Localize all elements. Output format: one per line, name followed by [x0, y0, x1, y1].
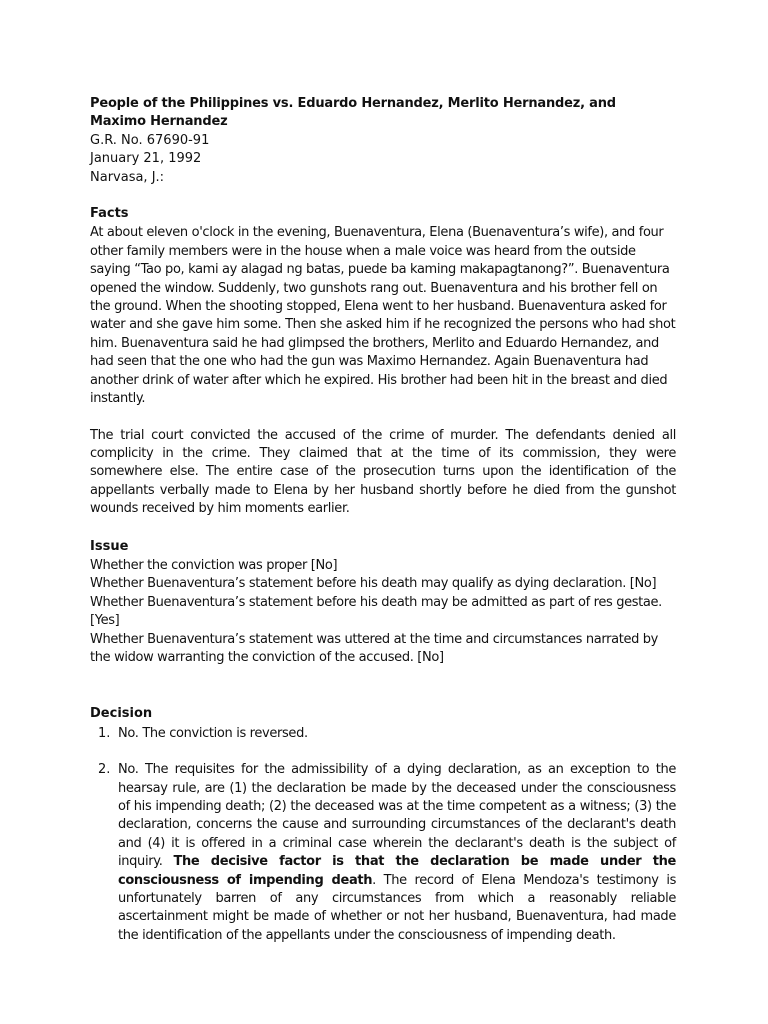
- decision-text-after: . The record of Elena Mendoza's testimony is unfortunately barren of any circumstances from which a reasonably reliable ascertainment might be made of whether or not her husband, Buenaventura, had made the identification of the appellants under the consciousness of impending death.: [118, 872, 676, 943]
- facts-paragraph: At about eleven o'clock in the evening, Buenaventura, Elena (Buenaventura’s wife), and four other family members were in the house when a male voice was heard from the outside saying “Tao po, kami ay alagad ng batas, puede ba kaming makapagtanong?”. Buenaventura opened the window. Suddenly, two gunshots rang out. Buenaventura and his brother fell on the ground. When the shooting stopped, Elena went to her husband. Buenaventura asked for water and she gave him some. Then she asked him if he recognized the persons who had shot him. Buenaventura said he had glimpsed the brothers, Merlito and Eduardo Hernandez, and had seen that the one who had the gun was Maximo Hernandez. Again Buenaventura had another drink of water after which he expired. His brother had been hit in the breast and died instantly.: [90, 225, 676, 407]
- decision-list: [90, 725, 676, 945]
- issue-line: Whether Buenaventura’s statement before his death may qualify as dying declaration. [No]: [90, 576, 657, 592]
- issue-line: Whether Buenaventura’s statement was uttered at the time and circumstances narrated by the widow warranting the conviction of the accused. [No]: [90, 631, 659, 665]
- decision-item: [90, 725, 676, 743]
- decision-item: [90, 761, 676, 945]
- facts-paragraph: The trial court convicted the accused of the crime of murder. The defendants denied all complicity in the crime. They claimed that at the time of its commission, they were somewhere else. The entire case of the prosecution turns upon the identification of the appellants verbally made to Elena by her husband shortly before he died from the gunshot wounds received by him moments earlier.: [90, 427, 676, 517]
- facts-heading: Facts: [90, 206, 129, 222]
- issue-line: Whether Buenaventura’s statement before his death may be admitted as part of res gestae. [Yes]: [90, 594, 662, 629]
- case-title: People of the Philippines vs. Eduardo Hernandez, Merlito Hernandez, and Maximo Hernandez: [90, 96, 616, 130]
- list-number: 1.: [98, 725, 111, 741]
- issue-heading: Issue: [90, 538, 129, 554]
- issue-line: Whether the conviction was proper [No]: [90, 557, 338, 573]
- decision-heading: Decision: [90, 706, 153, 722]
- case-number: G.R. No. 67690-91: [90, 132, 210, 148]
- document-page: [90, 95, 676, 945]
- list-number: 2.: [98, 762, 111, 778]
- ponente: Narvasa, J.:: [90, 169, 165, 185]
- decision-text-before: No. The requisites for the admissibility of a dying declaration, as an exception to the hearsay rule, are (1) the declaration be made by the deceased under the consciousness of his impending death; (2) the deceased was at the time competent as a witness; (3) the declaration, concerns the cause and surrounding circumstances of the declarant's death and (4) it is offered in a criminal case wherein the declarant's death is the subject of inquiry.: [118, 762, 676, 870]
- decision-text-bold: The decisive factor is that the declaration be made under the consciousness of impending death: [118, 854, 676, 888]
- decision-item-text: [118, 761, 676, 945]
- decision-item-text: No. The conviction is reversed.: [118, 725, 308, 741]
- decision-date: January 21, 1992: [90, 151, 202, 167]
